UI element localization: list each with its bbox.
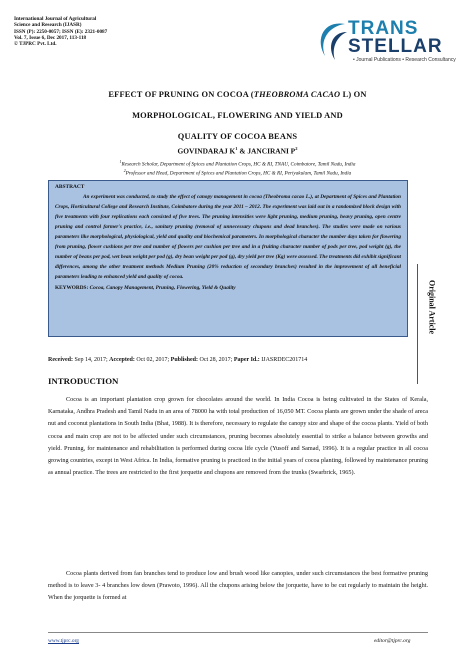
journal-line: © TJPRC Pvt. Ltd. bbox=[14, 41, 57, 48]
logo-text-bottom: STELLAR bbox=[348, 36, 443, 57]
footer-email: editor@tjprc.org bbox=[374, 638, 411, 644]
published-date: Oct 28, 2017; bbox=[198, 357, 234, 363]
journal-line: Vol. 7, Issue 6, Dec 2017, 113-118 bbox=[14, 34, 87, 41]
affiliation-text: Research Scholar, Department of Spices and Plantation Crops, HC & RI, TNAU, Coimbatore, Tamil Nadu, India bbox=[121, 161, 356, 168]
journal-line: International Journal of Agricultural bbox=[14, 16, 97, 22]
paper-id-label: Paper Id.: bbox=[233, 357, 260, 363]
paragraph: Cocoa plants derived from fan branches tend to produce low and brush wood like canopies, under such circumstances the best formative pruning method is to leave 3- 4 branches low down (Prawoto, 1996). All the chupons arising below the jorquette, have to be cut regularly to maintain the height. When the jorquette is formed at bbox=[48, 570, 428, 602]
affiliation-sup: 1 bbox=[119, 160, 122, 164]
author-name: JANCIRANI P bbox=[247, 146, 296, 156]
paper-id: IJASRDEC201714 bbox=[259, 357, 308, 363]
accepted-date: Oct 02, 2017; bbox=[134, 357, 171, 363]
abstract-box bbox=[48, 180, 408, 337]
journal-line: ISSN (P): 2250-0057; ISSN (E): 2321-0087 bbox=[14, 28, 108, 35]
article-type-text: Original Article bbox=[427, 280, 437, 334]
logo-text-top: TRANS bbox=[348, 18, 419, 39]
journal-line: Science and Research (IJASR) bbox=[14, 22, 82, 29]
journal-info bbox=[14, 16, 214, 47]
received-date: Sep 14, 2017; bbox=[73, 357, 110, 363]
abstract-heading: ABSTRACT bbox=[55, 184, 85, 190]
title-text: L) ON bbox=[340, 90, 367, 99]
title-line-1 bbox=[40, 90, 435, 99]
affiliation-2 bbox=[40, 169, 435, 177]
keywords bbox=[55, 283, 401, 293]
affiliation-1 bbox=[40, 160, 435, 168]
abstract-body: An experiment was conducted, to study the effect of canopy management in cocoa (Theobroma cacao L.), at Department of Spices and Plantation Crops, Horticultural College and Research Institute, Coimbatore during the year 2011 – 2012. The experiment was laid out in a randomized block design with five treatments with four replications each consisted of five trees. The pruning intensities were light pruning, medium pruning, heavy pruning, open centre pruning and control farmer's practice, i.e., sanitary pruning (removal of unnecessary chupons and dead branches). The studies were made on various parameters like morphological, physiological, yield and quality and biochemical parameters. In morphological character the number days taken for flowering from pruning, flower cushions per tree and number of flowers per cushion per tree and in a fruiting character number of pods per tree, pod weight (g), the number of beans per pod, wet bean weight per pod (g), dry bean weight per pod (g), dry yield per tree (Kg) were assessed. The treatments did exhibit significant differences, among the other treatment methods Medium Pruning (20% reduction of secondary branches) resulted in the improvement of all beneficial parameters leading to enhanced yield and quality of cocoa. bbox=[55, 194, 401, 280]
publication-dates bbox=[48, 357, 307, 363]
logo-swoosh-icon bbox=[315, 18, 349, 64]
title-text: EFFECT OF PRUNING ON COCOA ( bbox=[108, 90, 254, 99]
footer-divider bbox=[48, 632, 428, 633]
title-line-2: MORPHOLOGICAL, FLOWERING AND YIELD AND bbox=[132, 111, 343, 120]
section-heading: INTRODUCTION bbox=[48, 376, 119, 386]
article-type-label bbox=[422, 262, 442, 352]
footer-url-link[interactable]: www.tjprc.org bbox=[48, 638, 79, 644]
received-label: Received: bbox=[48, 357, 73, 363]
accepted-label: Accepted: bbox=[109, 357, 135, 363]
logo-tagline: • Journal Publications • Research Consultancy bbox=[353, 57, 456, 63]
side-divider bbox=[417, 264, 418, 384]
paragraph: Cocoa is an important plantation crop grown for chocolates around the world. In India Cocoa is being cultivated in the States of Kerala, Karnataka, Andhra Pradesh and Tamil Nadu in an area of 78000 ha with total production of 16,050 MT. Cocoa plants are grown under the shade of areca nut and coconut plantations in South India (Bhat, 1988). It is therefore, necessary to regulate the canopy size and shape of the cocoa plants. Yield of both cocoa and main crop are not to be affected under such circumstances, pruning becomes absolutely essential to strike a balance between growths and yield. Pruning, for maintenance and rehabilitation is performed during cocoa life cycle (Yusoff and Samad, 1996). It is a regular practice in all cocoa growing countries, except in West Africa. In India, formative pruning is practiced in the initial years of cocoa planting, followed by maintenance pruning as annual practice. The trees are restricted to the first jorquette and chupons are removed from the trunks (Swarbrick, 1965). bbox=[48, 396, 428, 477]
keywords-label: KEYWORDS: bbox=[55, 285, 89, 291]
keywords-list: Cocoa, Canopy Management, Pruning, Flowering, Yield & Quality bbox=[88, 285, 236, 291]
author-name: GOVINDARAJ K bbox=[177, 146, 236, 156]
author-separator: & bbox=[237, 146, 248, 156]
affiliation-sup: 2 bbox=[123, 169, 126, 173]
author-sup: 2 bbox=[295, 146, 298, 151]
author-list bbox=[40, 146, 435, 155]
title-species: THEOBROMA CACAO bbox=[253, 90, 341, 99]
published-label: Published: bbox=[170, 357, 199, 363]
affiliation-text: Professor and Head, Department of Spices and Plantation Crops, HC & RI, Periyakulam, Tamil Nadu, India bbox=[125, 170, 352, 177]
author-sup: 1 bbox=[235, 146, 238, 151]
title-line-3: QUALITY OF COCOA BEANS bbox=[177, 132, 298, 141]
publisher-logo bbox=[313, 14, 456, 72]
